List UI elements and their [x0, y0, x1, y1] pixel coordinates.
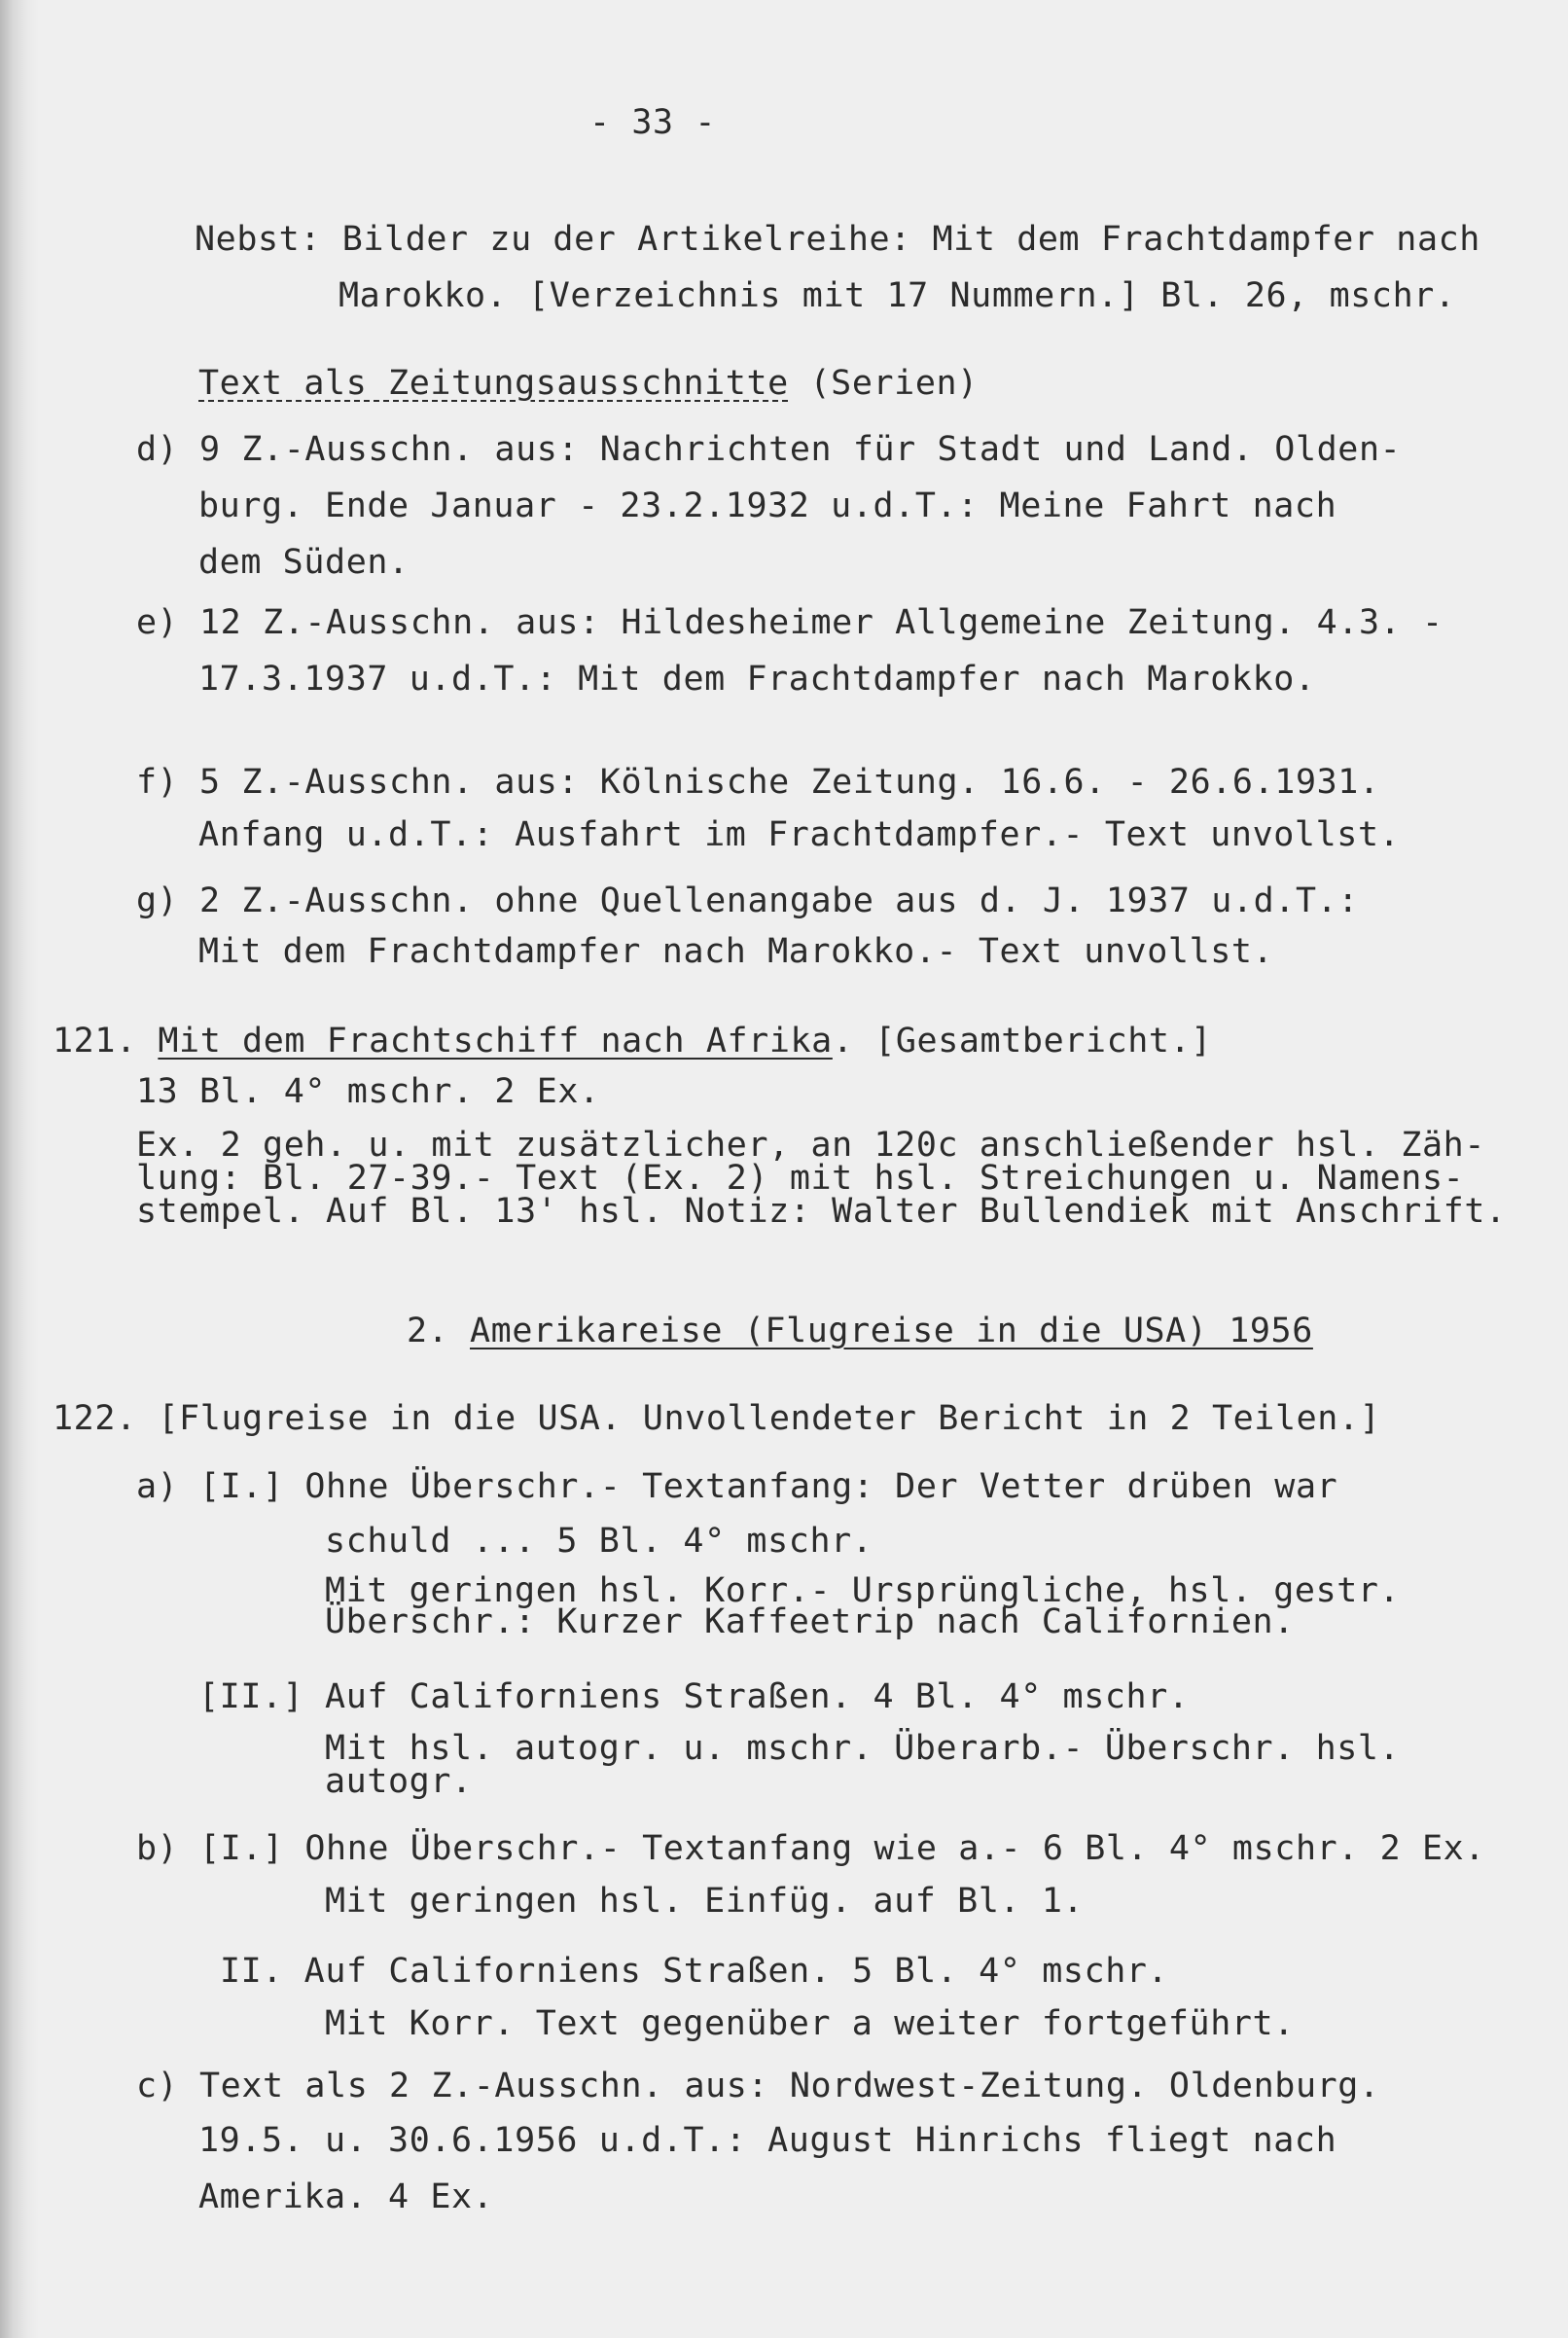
entry-122-c-line-2: 19.5. u. 30.6.1956 u.d.T.: August Hinrichs fliegt nach: [198, 2121, 1337, 2160]
entry-122-line-1: 122. [Flugreise in die USA. Unvollendeter Bericht in 2 Teilen.]: [53, 1399, 1381, 1438]
page-edge-shadow: [0, 0, 39, 2338]
entry-d-line-3: dem Süden.: [198, 543, 410, 582]
entry-122-a-line-2: schuld ... 5 Bl. 4° mschr.: [325, 1522, 873, 1561]
entry-g-line-1: g) 2 Z.-Ausschn. ohne Quellenangabe aus d. J. 1937 u.d.T.:: [136, 881, 1359, 920]
entry-122-b-line-1: b) [I.] Ohne Überschr.- Textanfang wie a.- 6 Bl. 4° mschr. 2 Ex.: [136, 1829, 1485, 1868]
entry-121-title: Mit dem Frachtschiff nach Afrika: [158, 1022, 833, 1061]
entry-122-a-line-7: autogr.: [325, 1762, 473, 1801]
entry-121-note-3: stempel. Auf Bl. 13' hsl. Notiz: Walter Bullendiek mit Anschrift.: [136, 1192, 1507, 1231]
page-number: - 33 -: [589, 103, 717, 142]
entry-d-line-1: d) 9 Z.-Ausschn. aus: Nachrichten für Stadt und Land. Olden-: [136, 430, 1402, 469]
entry-122-a-line-1: a) [I.] Ohne Überschr.- Textanfang: Der Vetter drüben war: [136, 1467, 1338, 1506]
entry-122-a-line-6: Mit hsl. autogr. u. mschr. Überarb.- Überschr. hsl.: [325, 1729, 1401, 1768]
entry-121-title-suffix: . [Gesamtbericht.]: [832, 1022, 1212, 1061]
nebst-line-1: Nebst: Bilder zu der Artikelreihe: Mit dem Frachtdampfer nach: [195, 220, 1480, 259]
section-2-prefix: 2.: [407, 1312, 471, 1350]
entry-e-line-1: e) 12 Z.-Ausschn. aus: Hildesheimer Allgemeine Zeitung. 4.3. -: [136, 603, 1443, 642]
section-heading-underlined: Text als Zeitungsausschnitte: [198, 364, 789, 403]
section-2-title: Amerikareise (Flugreise in die USA) 1956: [470, 1312, 1313, 1350]
entry-122-b-line-3: II. Auf Californiens Straßen. 5 Bl. 4° mschr.: [220, 1952, 1169, 1991]
entry-f-line-2: Anfang u.d.T.: Ausfahrt im Frachtdampfer.- Text unvollst.: [198, 815, 1401, 854]
nebst-line-2: Marokko. [Verzeichnis mit 17 Nummern.] Bl. 26, mschr.: [339, 276, 1456, 315]
entry-121-note-2: lung: Bl. 27-39.- Text (Ex. 2) mit hsl. Streichungen u. Namens-: [136, 1159, 1465, 1198]
entry-122-a-line-4: Überschr.: Kurzer Kaffeetrip nach Californien.: [325, 1602, 1295, 1641]
section-heading-suffix: (Serien): [788, 364, 979, 403]
entry-122-b-line-2: Mit geringen hsl. Einfüg. auf Bl. 1.: [325, 1882, 1085, 1921]
entry-121-number: 121.: [53, 1022, 137, 1061]
entry-122-b-line-4: Mit Korr. Text gegenüber a weiter fortgeführt.: [325, 2004, 1295, 2043]
entry-121-note-1: Ex. 2 geh. u. mit zusätzlicher, an 120c anschließender hsl. Zäh-: [136, 1126, 1485, 1165]
section-heading-clippings: [198, 362, 979, 405]
entry-g-line-2: Mit dem Frachtdampfer nach Marokko.- Text unvollst.: [198, 932, 1274, 971]
entry-f-line-1: f) 5 Z.-Ausschn. aus: Kölnische Zeitung. 16.6. - 26.6.1931.: [136, 763, 1380, 802]
entry-122-a-line-5: [II.] Auf Californiens Straßen. 4 Bl. 4° mschr.: [198, 1677, 1190, 1716]
entry-122-c-line-3: Amerika. 4 Ex.: [198, 2177, 494, 2216]
entry-122-a-line-3: Mit geringen hsl. Korr.- Ursprüngliche, hsl. gestr.: [325, 1571, 1401, 1610]
entry-122-c-line-1: c) Text als 2 Z.-Ausschn. aus: Nordwest-Zeitung. Oldenburg.: [136, 2067, 1380, 2105]
section-2-heading: [407, 1310, 1313, 1352]
entry-121-title-line: [53, 1020, 1212, 1062]
entry-121-line-2: 13 Bl. 4° mschr. 2 Ex.: [136, 1072, 600, 1111]
entry-e-line-2: 17.3.1937 u.d.T.: Mit dem Frachtdampfer nach Marokko.: [198, 660, 1316, 699]
entry-d-line-2: burg. Ende Januar - 23.2.1932 u.d.T.: Meine Fahrt nach: [198, 486, 1337, 525]
